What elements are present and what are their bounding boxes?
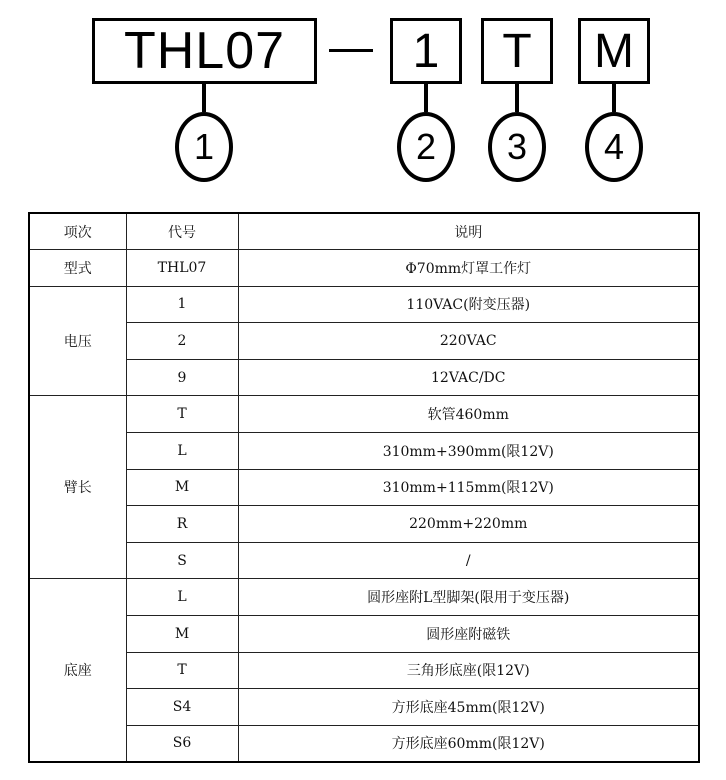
row-code: THL07 — [126, 250, 238, 287]
table-row — [29, 616, 699, 653]
code-base-text: M — [594, 24, 634, 78]
group-label-arm-length: 臂长 — [29, 396, 126, 579]
header-item: 项次 — [29, 213, 126, 250]
table-row — [29, 433, 699, 470]
row-code: 1 — [126, 286, 238, 323]
item-number-4: 4 — [603, 126, 625, 167]
table-row — [29, 652, 699, 689]
row-code: L — [126, 579, 238, 616]
table-row — [29, 396, 699, 433]
row-description: 220mm+220mm — [238, 506, 699, 543]
row-code: M — [126, 469, 238, 506]
item-number-3: 3 — [506, 126, 528, 167]
row-code: T — [126, 652, 238, 689]
connector-line-4 — [612, 84, 616, 112]
group-label-type: 型式 — [29, 250, 126, 287]
row-description: / — [238, 542, 699, 579]
table-row — [29, 506, 699, 543]
row-description: 圆形座附L型脚架(限用于变压器) — [238, 579, 699, 616]
row-description: Φ70mm灯罩工作灯 — [238, 250, 699, 287]
item-number-circle-2 — [397, 112, 455, 182]
row-code: L — [126, 433, 238, 470]
row-code: S — [126, 542, 238, 579]
spec-table — [28, 212, 700, 763]
header-code: 代号 — [126, 213, 238, 250]
table-header-row — [29, 213, 699, 250]
row-code: S4 — [126, 689, 238, 726]
code-box-arm — [481, 18, 553, 84]
row-description: 110VAC(附变压器) — [238, 286, 699, 323]
code-box-voltage — [390, 18, 462, 84]
row-code: 2 — [126, 323, 238, 360]
group-label-base: 底座 — [29, 579, 126, 762]
row-code: S6 — [126, 725, 238, 762]
row-code: R — [126, 506, 238, 543]
code-separator-dash — [329, 49, 373, 52]
row-code: 9 — [126, 359, 238, 396]
row-description: 方形底座45mm(限12V) — [238, 689, 699, 726]
row-description: 12VAC/DC — [238, 359, 699, 396]
connector-line-2 — [424, 84, 428, 112]
header-description: 说明 — [238, 213, 699, 250]
row-description: 310mm+115mm(限12V) — [238, 469, 699, 506]
group-label-voltage: 电压 — [29, 286, 126, 396]
row-code: M — [126, 616, 238, 653]
connector-line-1 — [202, 84, 206, 112]
code-model-text: THL07 — [123, 22, 286, 80]
code-box-base — [578, 18, 650, 84]
row-description: 三角形底座(限12V) — [238, 652, 699, 689]
row-description: 方形底座60mm(限12V) — [238, 725, 699, 762]
code-arm-text: T — [502, 24, 532, 78]
table-row — [29, 286, 699, 323]
row-description: 软管460mm — [238, 396, 699, 433]
item-number-1: 1 — [193, 126, 215, 167]
table-row — [29, 689, 699, 726]
table-row — [29, 542, 699, 579]
row-description: 310mm+390mm(限12V) — [238, 433, 699, 470]
row-code: T — [126, 396, 238, 433]
table-row — [29, 469, 699, 506]
row-description: 220VAC — [238, 323, 699, 360]
table-row — [29, 250, 699, 287]
item-number-circle-1 — [175, 112, 233, 182]
connector-line-3 — [515, 84, 519, 112]
table-row — [29, 359, 699, 396]
table-row — [29, 579, 699, 616]
item-number-2: 2 — [415, 126, 437, 167]
table-row — [29, 725, 699, 762]
item-number-circle-3 — [488, 112, 546, 182]
code-voltage-text: 1 — [412, 24, 440, 78]
table-row — [29, 323, 699, 360]
item-number-circle-4 — [585, 112, 643, 182]
row-description: 圆形座附磁铁 — [238, 616, 699, 653]
code-box-model — [92, 18, 317, 84]
